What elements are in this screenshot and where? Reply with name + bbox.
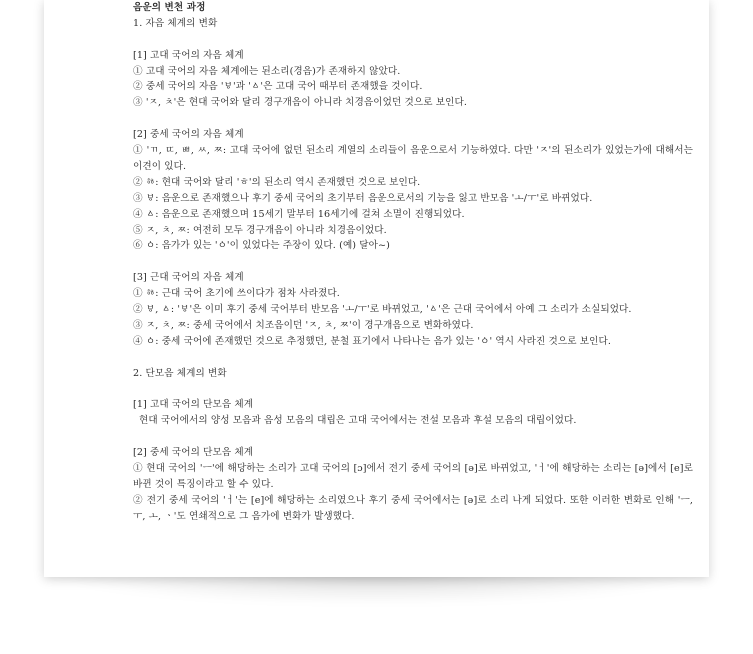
- list-item: ① ㆅ: 근대 국어 초기에 쓰이다가 점차 사라졌다.: [133, 288, 340, 300]
- subsection-heading: [1] 고대 국어의 단모음 체계: [133, 399, 254, 411]
- list-item: ⑤ ㅈ, ㅊ, ㅉ: 여전히 모두 경구개음이 아니라 치경음이었다.: [133, 224, 387, 236]
- list-item: ① 'ㄲ, ㄸ, ㅃ, ㅆ, ㅉ: 고대 국어에 없던 된소리 계열의 소리들이 음운으로서 기능하였다. 다만 'ㅈ'의 된소리가 있었는가에 대해서는 이견이 있다.: [133, 145, 693, 172]
- list-item: ③ 'ㅈ, ㅊ'은 현대 국어와 달리 경구개음이 아니라 치경음이었던 것으로 보인다.: [133, 97, 467, 109]
- list-item: ⑥ ㆁ: 음가가 있는 'ㆁ'이 있었다는 주장이 있다. (예) 달아~): [133, 240, 391, 252]
- list-item: ② 중세 국어의 자음 'ㅸ'과 'ㅿ'은 고대 국어 때부터 존재했을 것이다.: [133, 81, 423, 93]
- paragraph: 현대 국어에서의 양성 모음과 음성 모음의 대립은 고대 국어에서는 전설 모음과 후설 모음의 대립이었다.: [139, 415, 577, 427]
- list-item: ② ㅸ, ㅿ: 'ㅸ'은 이미 후기 중세 국어부터 반모음 'ㅗ/ㅜ'로 바뀌었고, 'ㅿ'은 근대 국어에서 아예 그 소리가 소실되었다.: [133, 303, 632, 315]
- list-item: ① 고대 국어의 자음 체계에는 된소리(경음)가 존재하지 않았다.: [133, 65, 401, 77]
- subsection-heading: [3] 근대 국어의 자음 체계: [133, 272, 244, 284]
- list-item: ④ ㆁ: 중세 국어에 존재했던 것으로 추정했던, 분철 표기에서 나타나는 음가 있는 'ㆁ' 역시 사라진 것으로 보인다.: [133, 335, 611, 347]
- list-item: ③ ㅸ: 음운으로 존재했으나 후기 중세 국어의 초기부터 음운으로서의 기능을 잃고 반모음 'ㅗ/ㅜ'로 바뀌었다.: [133, 192, 593, 204]
- section-heading: 2. 단모음 체계의 변화: [133, 367, 227, 379]
- section-heading: 1. 자음 체계의 변화: [133, 17, 218, 29]
- document-content: [133, 0, 693, 525]
- list-item: ③ ㅈ, ㅊ, ㅉ: 중세 국어에서 치조음이던 'ㅈ, ㅊ, ㅉ'이 경구개음으로 변화하였다.: [133, 319, 474, 331]
- list-item: ② 전기 중세 국어의 'ㅓ'는 [e]에 해당하는 소리였으나 후기 중세 국어에서는 [ə]로 소리 나게 되었다. 또한 이러한 변화로 인해 'ㅡ, ㅜ, ㅗ, ㆍ'도 연쇄적으로 그 음가에 변화가 발생했다.: [133, 494, 693, 522]
- list-item: ① 현대 국어의 'ㅡ'에 해당하는 소리가 고대 국어의 [ɔ]에서 전기 중세 국어의 [ə]로 바뀌었고, 'ㅓ'에 해당하는 소리는 [ǝ]에서 [e]로 바뀐 것이 특징이라고 할 수 있다.: [133, 462, 693, 490]
- list-item: ④ ㅿ: 음운으로 존재했으며 15세기 말부터 16세기에 걸쳐 소멸이 진행되었다.: [133, 208, 465, 220]
- subsection-heading: [1] 고대 국어의 자음 체계: [133, 49, 244, 61]
- subsection-heading: [2] 중세 국어의 단모음 체계: [133, 447, 254, 459]
- document-title: 음운의 변천 과정: [133, 2, 206, 13]
- subsection-heading: [2] 중세 국어의 자음 체계: [133, 129, 244, 141]
- document-page: [44, 0, 709, 577]
- list-item: ② ㆅ: 현대 국어와 달리 'ㅎ'의 된소리 역시 존재했던 것으로 보인다.: [133, 176, 421, 188]
